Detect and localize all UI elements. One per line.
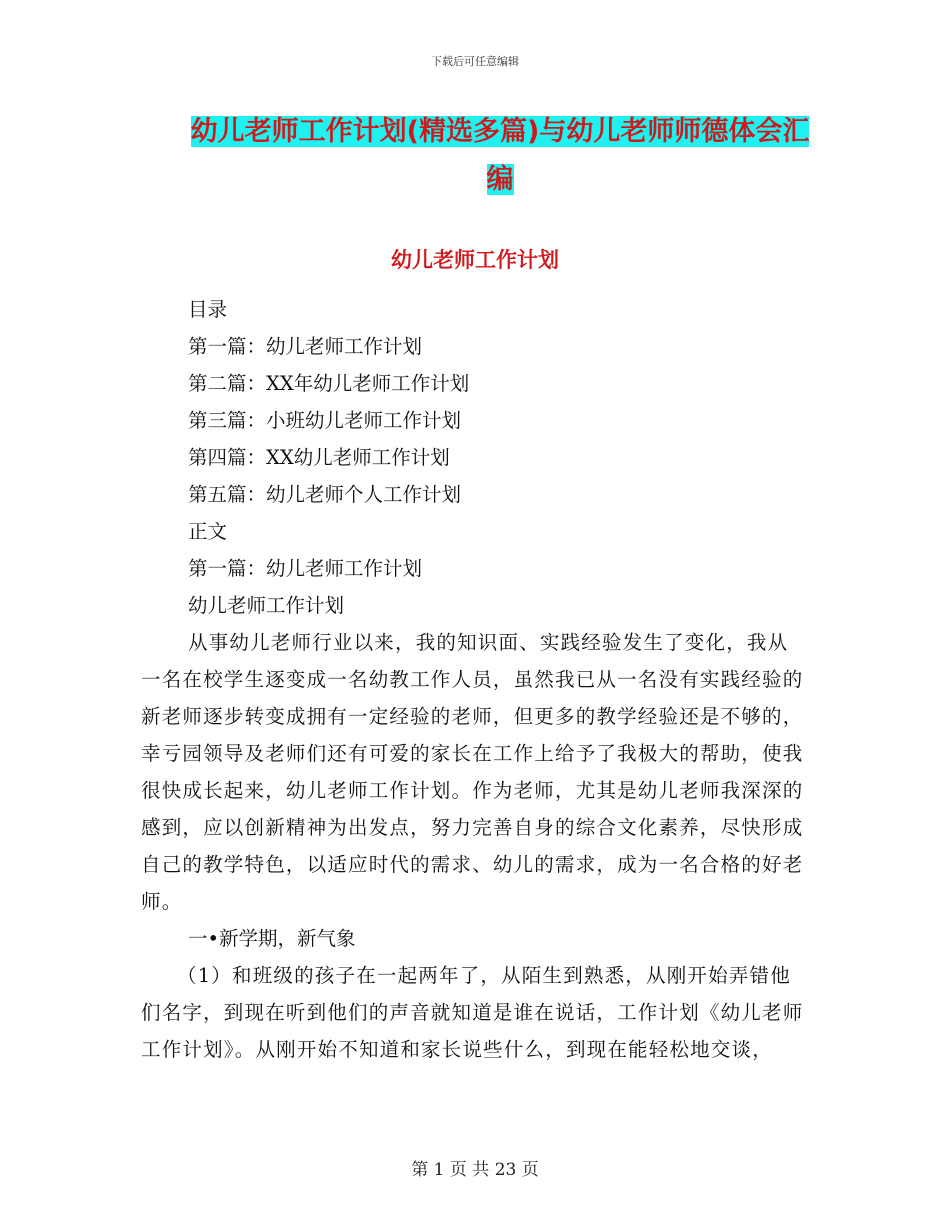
document-title — [190, 108, 810, 204]
toc-item: 第五篇：幼儿老师个人工作计划 — [188, 483, 462, 506]
toc-item: 第二篇：XX年幼儿老师工作计划 — [188, 372, 470, 395]
body-paragraph: 从事幼儿老师行业以来，我的知识面、实践经验发生了变化，我从一名在校学生逐变成一名幼教工作人员，虽然我已从一名没有实践经验的新老师逐步转变成拥有一定经验的老师，但更多的教学经验还是不够的，幸亏园领导及老师们还有可爱的家长在工作上给予了我极大的帮助，使我很快成长起来，幼儿老师工作计划。作为老师，尤其是幼儿老师我深深的感到，应以创新精神为出发点，努力完善自身的综合文化素养，尽快形成自己的教学特色，以适应时代的需求、幼儿的需求，成为一名合格的好老师。 — [141, 631, 804, 913]
sub-heading: 幼儿老师工作计划 — [188, 594, 345, 617]
toc-item: 第一篇：幼儿老师工作计划 — [188, 335, 423, 358]
point-heading: 一•新学期，新气象 — [188, 927, 356, 950]
section-title: 幼儿老师工作计划 — [391, 248, 559, 272]
page-footer: 第 1 页 共 23 页 — [411, 1160, 539, 1180]
toc-item: 第四篇：XX幼儿老师工作计划 — [188, 446, 450, 469]
body-paragraph: （1）和班级的孩子在一起两年了，从陌生到熟悉，从刚开始弄错他们名字，到现在听到他们的声音就知道是谁在说话，工作计划《幼儿老师工作计划》。从刚开始不知道和家长说些什么，到现在能轻松地交谈， — [141, 964, 804, 1061]
page-header: 下载后可任意编辑 — [431, 55, 519, 68]
document-title-text: 幼儿老师工作计划(精选多篇)与幼儿老师师德体会汇编 — [190, 116, 810, 195]
chapter-heading: 第一篇：幼儿老师工作计划 — [188, 557, 423, 580]
document-body — [141, 291, 806, 1068]
body-label: 正文 — [188, 520, 228, 543]
toc-heading: 目录 — [188, 298, 228, 321]
toc-item: 第三篇：小班幼儿老师工作计划 — [188, 409, 462, 432]
